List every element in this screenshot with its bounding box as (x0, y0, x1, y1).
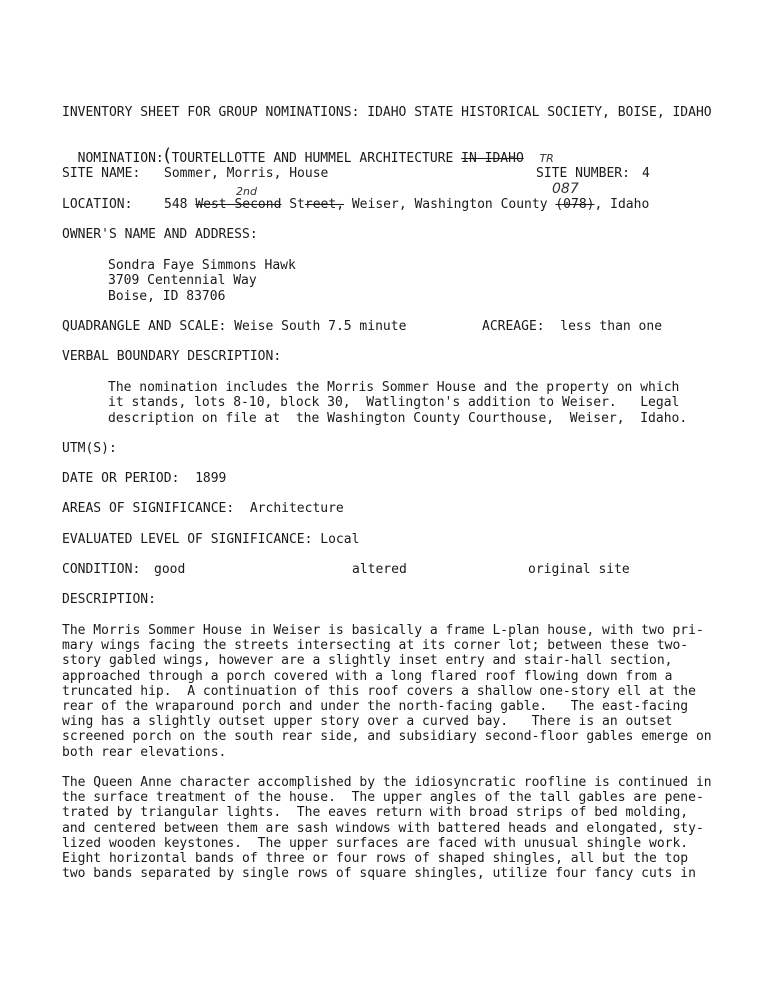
description-paragraph-2 (62, 775, 712, 882)
owner-line-3: Boise, ID 83706 (108, 289, 226, 304)
paragraph-line: two bands separated by single rows of square shingles, utilize four fancy cuts in (62, 866, 696, 882)
paragraph-line: the surface treatment of the house. The upper angles of the tall gables are pene- (62, 790, 704, 806)
quadrangle-value: Weise South 7.5 minute (234, 319, 407, 334)
location-hand-2nd: 2nd (236, 185, 257, 198)
paragraph-line: approached through a porch covered with a long flared roof flowing down from a (62, 668, 673, 684)
paragraph-line: truncated hip. A continuation of this roof covers a shallow one-story ell at the (62, 683, 696, 699)
acreage-row (482, 319, 662, 334)
acreage-label: ACREAGE: (482, 319, 545, 334)
boundary-label: VERBAL BOUNDARY DESCRIPTION: (62, 349, 282, 364)
location-state: Idaho (610, 197, 650, 212)
quadrangle-label: QUADRANGLE AND SCALE: (62, 319, 227, 334)
paragraph-line: screened porch on the south rear side, and subsidiary second-floor gables emerge on (62, 729, 712, 745)
paragraph-line: lized wooden keystones. The upper surfaces are faced with unusual shingle work. (62, 835, 689, 851)
date-label: DATE OR PERIOD: (62, 471, 180, 486)
page-title: INVENTORY SHEET FOR GROUP NOMINATIONS: IDAHO STATE HISTORICAL SOCIETY, BOISE, IDAHO (62, 105, 712, 120)
site-number-label: SITE NUMBER: (536, 166, 630, 181)
location-struck-1: West Second (195, 197, 282, 212)
utm-label: UTM(S): (62, 441, 117, 456)
paragraph-line: both rear elevations. (62, 744, 227, 760)
areas-row (62, 501, 344, 516)
location-struck-3: (078) (555, 197, 595, 212)
owner-label: OWNER'S NAME AND ADDRESS: (62, 227, 258, 242)
boundary-line: it stands, lots 8-10, block 30, Watlington's addition to Weiser. Legal (108, 395, 680, 410)
date-row (62, 471, 226, 486)
location-number: 548 (164, 197, 188, 212)
areas-value: Architecture (249, 501, 344, 516)
boundary-line: The nomination includes the Morris Sommer House and the property on which (108, 380, 680, 395)
paragraph-line: The Queen Anne character accomplished by the idiosyncratic roofline is continued in (62, 775, 712, 790)
paragraph-line: Eight horizontal bands of three or four rows of shaped shingles, all but the top (62, 851, 689, 867)
location-label: LOCATION: (62, 197, 133, 212)
location-rest: Weiser, Washington County (351, 197, 548, 212)
nomination-label: NOMINATION: (77, 151, 164, 166)
nomination-hand-note: TR (539, 152, 554, 165)
location-struck-2: reet, (304, 197, 345, 212)
areas-label: AREAS OF SIGNIFICANCE: (62, 501, 235, 516)
description-label: DESCRIPTION: (62, 592, 156, 607)
paragraph-line: rear of the wraparound porch and under the north-facing gable. The east-facing (62, 699, 689, 715)
location-value: 548 West Second Street, Weiser, Washington County (078), Idaho (164, 197, 650, 212)
condition-good: good (154, 562, 186, 577)
condition-label: CONDITION: (62, 562, 141, 577)
acreage-value: less than one (560, 319, 663, 334)
paragraph-line: trated by triangular lights. The eaves return with broad strips of bed molding, (62, 805, 689, 821)
nomination-struck-text: IN IDAHO (461, 151, 524, 166)
condition-original-site: original site (528, 562, 630, 577)
owner-line-2: 3709 Centennial Way (108, 273, 257, 288)
boundary-line: description on file at the Washington County Courthouse, Weiser, Idaho. (108, 411, 688, 426)
date-value: 1899 (195, 471, 227, 486)
nomination-row: NOMINATION: ( TOURTELLOTTE AND HUMMEL ARCHITECTURE IN IDAHO TR (77, 145, 554, 166)
paragraph-line: wing has a slightly outset upper story over a curved bay. There is an outset (62, 714, 673, 730)
quadrangle-row (62, 319, 406, 334)
site-number: 4 (642, 166, 650, 181)
owner-line-1: Sondra Faye Simmons Hawk (108, 258, 296, 273)
paragraph-line: The Morris Sommer House in Weiser is basically a frame L-plan house, with two pri- (62, 623, 704, 638)
site-name: Sommer, Morris, House (164, 166, 329, 181)
level-value: Local (320, 532, 360, 547)
paragraph-line: and centered between them are sash windows with battered heads and elongated, sty- (62, 820, 704, 836)
nomination-value: TOURTELLOTTE AND HUMMEL ARCHITECTURE (171, 151, 454, 166)
level-label: EVALUATED LEVEL OF SIGNIFICANCE: (62, 532, 313, 547)
location-hand-code: 087 (552, 181, 579, 197)
location-st: St (289, 197, 305, 212)
paragraph-line: story gabled wings, however are a slightly inset entry and stair-hall section, (62, 653, 673, 669)
paragraph-line: mary wings facing the streets intersecting at its corner lot; between these two- (62, 638, 689, 654)
level-row (62, 532, 359, 547)
description-paragraph-1 (62, 623, 712, 760)
site-name-label: SITE NAME: (62, 166, 141, 181)
condition-altered: altered (352, 562, 407, 577)
